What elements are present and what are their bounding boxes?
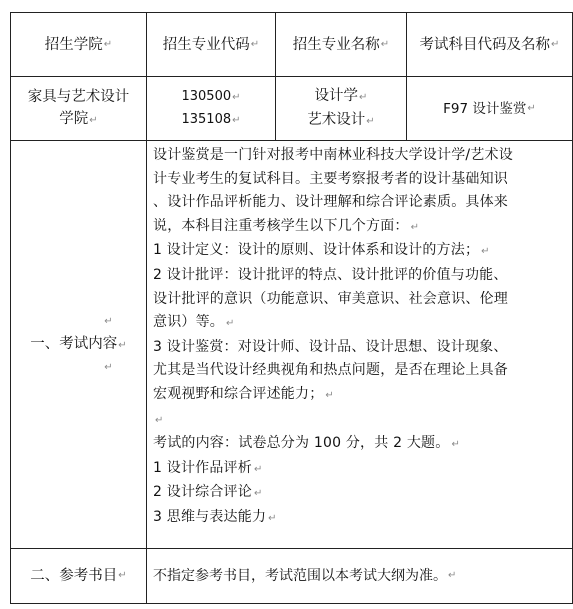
content-line xyxy=(153,359,565,383)
content-line xyxy=(153,336,565,360)
content-line-text: 3 思维与表达能力 xyxy=(153,508,267,525)
content-line xyxy=(153,191,565,215)
content-line-text: 尤其是当代设计经典视角和热点问题，是否在理论上具备 xyxy=(153,362,508,379)
return-mark: ↵ xyxy=(410,221,420,233)
content-line xyxy=(153,239,565,264)
header-major-name-text: 招生专业名称 xyxy=(292,36,380,53)
major-name-2: 艺术设计 xyxy=(307,111,366,128)
return-mark: ↵ xyxy=(104,315,113,327)
return-mark: ↵ xyxy=(232,114,241,126)
return-mark: ↵ xyxy=(448,570,457,581)
content-line-text: 说，本科目注重考核学生以下几个方面： xyxy=(153,217,409,234)
section2-text: 不指定参考书目，考试范围以本考试大纲为准。 xyxy=(153,568,447,584)
content-line xyxy=(153,264,565,288)
return-mark: ↵ xyxy=(250,38,260,50)
return-mark: ↵ xyxy=(118,570,127,581)
content-line xyxy=(153,288,565,312)
return-mark: ↵ xyxy=(481,246,490,258)
return-mark: ↵ xyxy=(104,361,113,373)
content-line xyxy=(153,408,565,433)
return-mark: ↵ xyxy=(89,114,98,126)
header-major-code-text: 招生专业代码 xyxy=(162,36,250,53)
content-line-text: 设计批评的意识（功能意识、审美意识、社会意识、伦理 xyxy=(153,290,508,307)
return-mark: ↵ xyxy=(325,389,334,401)
content-line xyxy=(153,144,565,168)
content-line-text: 计专业考生的复试科目。主要考察报考者的设计基础知识 xyxy=(153,170,508,187)
content-line-text: 1 设计定义：设计的原则、设计体系和设计的方法； xyxy=(153,242,480,259)
row-major-code xyxy=(147,77,275,140)
section2-label: 二、参考书目 xyxy=(30,568,118,584)
content-line xyxy=(153,432,565,457)
return-mark: ↵ xyxy=(226,318,235,330)
return-mark: ↵ xyxy=(527,102,536,114)
return-mark: ↵ xyxy=(253,463,263,475)
return-mark: ↵ xyxy=(118,339,127,351)
header-major-code xyxy=(147,13,275,76)
section2-content-cell xyxy=(147,549,572,603)
header-college xyxy=(11,13,146,76)
major-code-1: 130500 xyxy=(181,88,232,104)
exam-subject-text: F97 设计鉴赏 xyxy=(443,100,527,117)
return-mark: ↵ xyxy=(155,414,164,426)
header-college-text: 招生学院 xyxy=(44,36,103,53)
content-line-text: 2 设计批评：设计批评的特点、设计批评的价值与功能、 xyxy=(153,266,508,283)
header-exam-subject-text: 考试科目代码及名称 xyxy=(419,36,551,53)
return-mark: ↵ xyxy=(232,91,241,103)
section2-label-cell xyxy=(11,549,146,603)
return-mark: ↵ xyxy=(103,38,113,50)
content-line xyxy=(153,168,565,192)
header-major-name xyxy=(276,13,406,76)
content-line-text: 宏观视野和综合评述能力； xyxy=(153,385,324,402)
major-name-1: 设计学 xyxy=(314,87,359,104)
return-mark: ↵ xyxy=(380,38,390,50)
row-college xyxy=(11,77,146,140)
return-mark: ↵ xyxy=(451,439,461,451)
return-mark: ↵ xyxy=(253,488,263,500)
content-line-text: 2 设计综合评论 xyxy=(153,484,252,501)
content-line-text: 3 设计鉴赏：对设计师、设计品、设计思想、设计现象、 xyxy=(153,338,508,355)
return-mark: ↵ xyxy=(359,91,368,103)
content-line xyxy=(153,215,565,240)
content-line xyxy=(153,311,565,336)
college-line-2: 学院 xyxy=(59,110,89,127)
return-mark: ↵ xyxy=(366,115,375,127)
content-line xyxy=(153,457,565,482)
row-major-name xyxy=(276,77,406,140)
table-border-bottom xyxy=(10,603,573,604)
content-line xyxy=(153,481,565,506)
content-line xyxy=(153,506,565,531)
college-line-1: 家具与艺术设计 xyxy=(27,88,130,105)
content-line-text: 意识）等。 xyxy=(153,314,224,331)
row-exam-subject xyxy=(407,77,572,140)
header-exam-subject xyxy=(407,13,572,76)
return-mark: ↵ xyxy=(268,512,277,524)
content-line-text: 、设计作品评析能力、设计理解和综合评论素质。具体来 xyxy=(153,194,508,211)
section1-label: 一、考试内容 xyxy=(30,335,118,352)
major-code-2: 135108 xyxy=(181,111,232,127)
return-mark: ↵ xyxy=(551,38,560,50)
content-line-text: 设计鉴赏是一门针对报考中南林业科技大学设计学/艺术设 xyxy=(153,147,513,163)
content-line xyxy=(153,383,565,408)
content-line-text: 1 设计作品评析 xyxy=(153,459,252,476)
section1-label-cell xyxy=(11,141,146,548)
section1-content xyxy=(153,144,565,531)
content-line-text: 考试的内容：试卷总分为 100 分，共 2 大题。 xyxy=(153,435,450,452)
